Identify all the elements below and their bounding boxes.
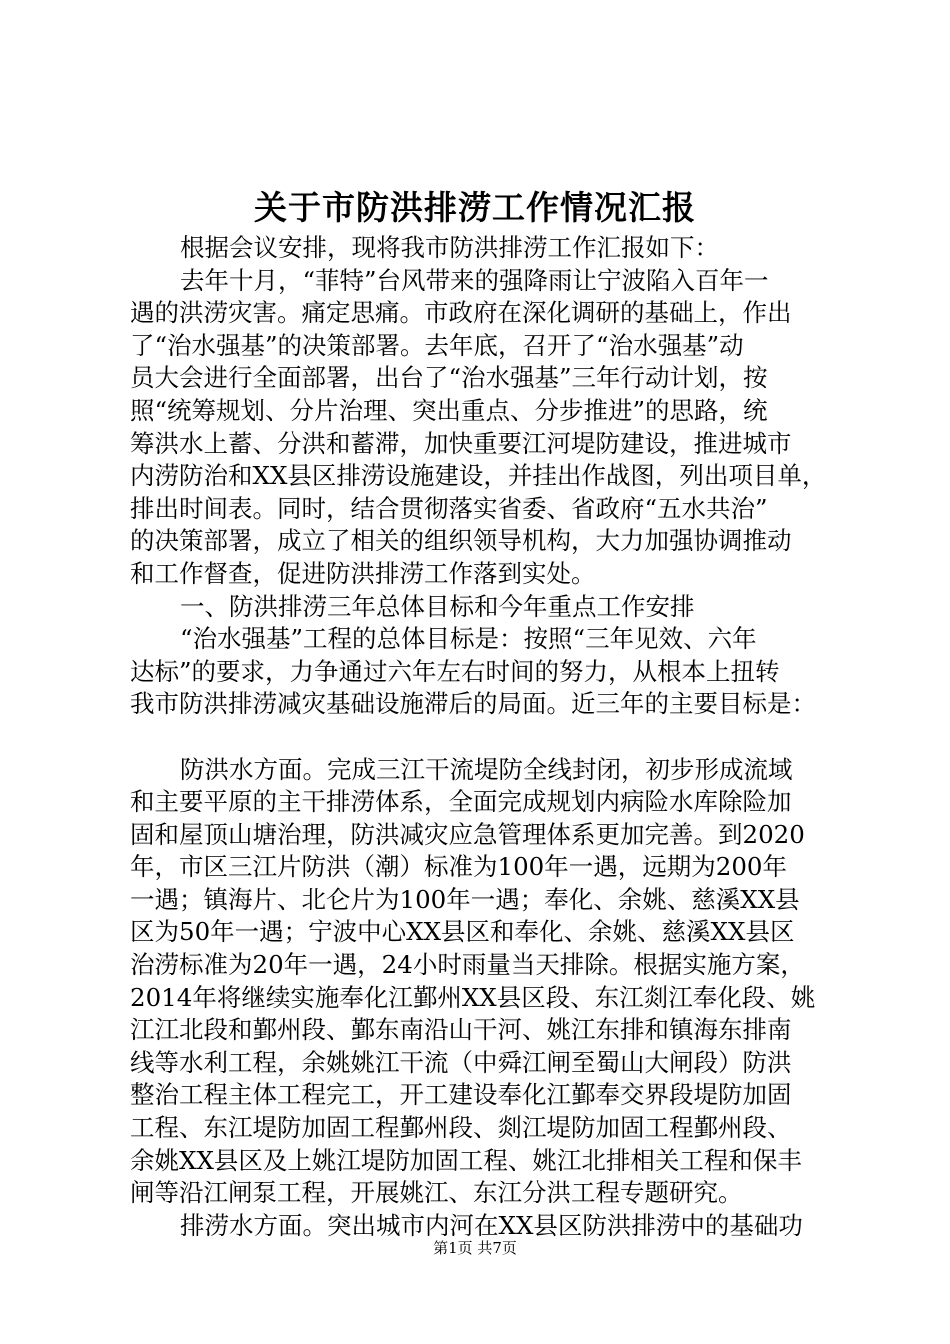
blank-line [130, 721, 822, 754]
text-line: 遇的洪涝灾害。痛定思痛。市政府在深化调研的基础上，作出 [130, 298, 792, 328]
text-line: 区为50年一遇；宁波中心XX县区和奉化、余姚、慈溪XX县区 [130, 917, 795, 947]
text-line: 工程、东江堤防加固工程鄞州段、剡江堤防加固工程鄞州段、 [130, 1113, 792, 1143]
text-line: 2014年将继续实施奉化江鄞州XX县区段、东江剡江奉化段、姚 [130, 982, 816, 1012]
text-line: 内涝防治和XX县区排涝设施建设，并挂出作战图，列出项目单， [130, 461, 827, 491]
text-line: “治水强基”工程的总体目标是：按照“三年见效、六年 [180, 624, 757, 654]
document-body [130, 232, 827, 1242]
text-line: 达标”的要求，力争通过六年左右时间的努力，从根本上扭转 [130, 656, 780, 686]
text-line: 的决策部署，成立了相关的组织领导机构，大力加强协调推动 [130, 526, 792, 556]
text-line: 和主要平原的主干排涝体系，全面完成规划内病险水库除险加 [130, 787, 792, 817]
text-line: 防洪水方面。完成三江干流堤防全线封闭，初步形成流域 [180, 754, 793, 784]
text-line: 照“统筹规划、分片治理、突出重点、分步推进”的思路，统 [130, 395, 768, 425]
text-line: 员大会进行全面部署，出台了“治水强基”三年行动计划，按 [130, 363, 768, 393]
text-line: 闸等沿江闸泵工程，开展姚江、东江分洪工程专题研究。 [130, 1178, 743, 1208]
text-line: 根据会议安排，现将我市防洪排涝工作汇报如下： [180, 233, 719, 262]
text-line: 治涝标准为20年一遇，24小时雨量当天排除。根据实施方案， [130, 950, 805, 980]
text-line: 年，市区三江片防洪（潮）标准为100年一遇，远期为200年 [130, 852, 788, 882]
text-line: 线等水利工程，余姚姚江干流（中舜江闸至蜀山大闸段）防洪 [130, 1047, 792, 1077]
text-line: 和工作督查，促进防洪排涝工作落到实处。 [130, 558, 596, 588]
page-footer: 第1页 共7页 [433, 1239, 517, 1257]
section-heading: 一、防洪排涝三年总体目标和今年重点工作安排 [180, 591, 695, 621]
text-line: 筹洪水上蓄、分洪和蓄滞，加快重要江河堤防建设，推进城市 [130, 428, 792, 458]
text-line: 江江北段和鄞州段、鄞东南沿山干河、姚江东排和镇海东排南 [130, 1015, 792, 1045]
text-line: 一遇；镇海片、北仑片为100年一遇；奉化、余姚、慈溪XX县 [130, 884, 800, 914]
document-title: 关于市防洪排涝工作情况汇报 [254, 188, 696, 227]
text-line: 余姚XX县区及上姚江堤防加固工程、姚江北排相关工程和保丰 [130, 1145, 802, 1175]
text-line: 我市防洪排涝减灾基础设施滞后的局面。近三年的主要目标是： [130, 689, 816, 719]
text-line: 排出时间表。同时，结合贯彻落实省委、省政府“五水共治” [130, 493, 768, 523]
text-line: 去年十月，“菲特”台风带来的强降雨让宁波陷入百年一 [180, 265, 769, 295]
text-line: 排涝水方面。突出城市内河在XX县区防洪排涝中的基础功 [180, 1210, 803, 1240]
text-line: 了“治水强基”的决策部署。去年底，召开了“治水强基”动 [130, 330, 744, 360]
text-line: 固和屋顶山塘治理，防洪减灾应急管理体系更加完善。到2020 [130, 819, 805, 849]
text-line: 整治工程主体工程完工，开工建设奉化江鄞奉交界段堤防加固 [130, 1080, 792, 1110]
